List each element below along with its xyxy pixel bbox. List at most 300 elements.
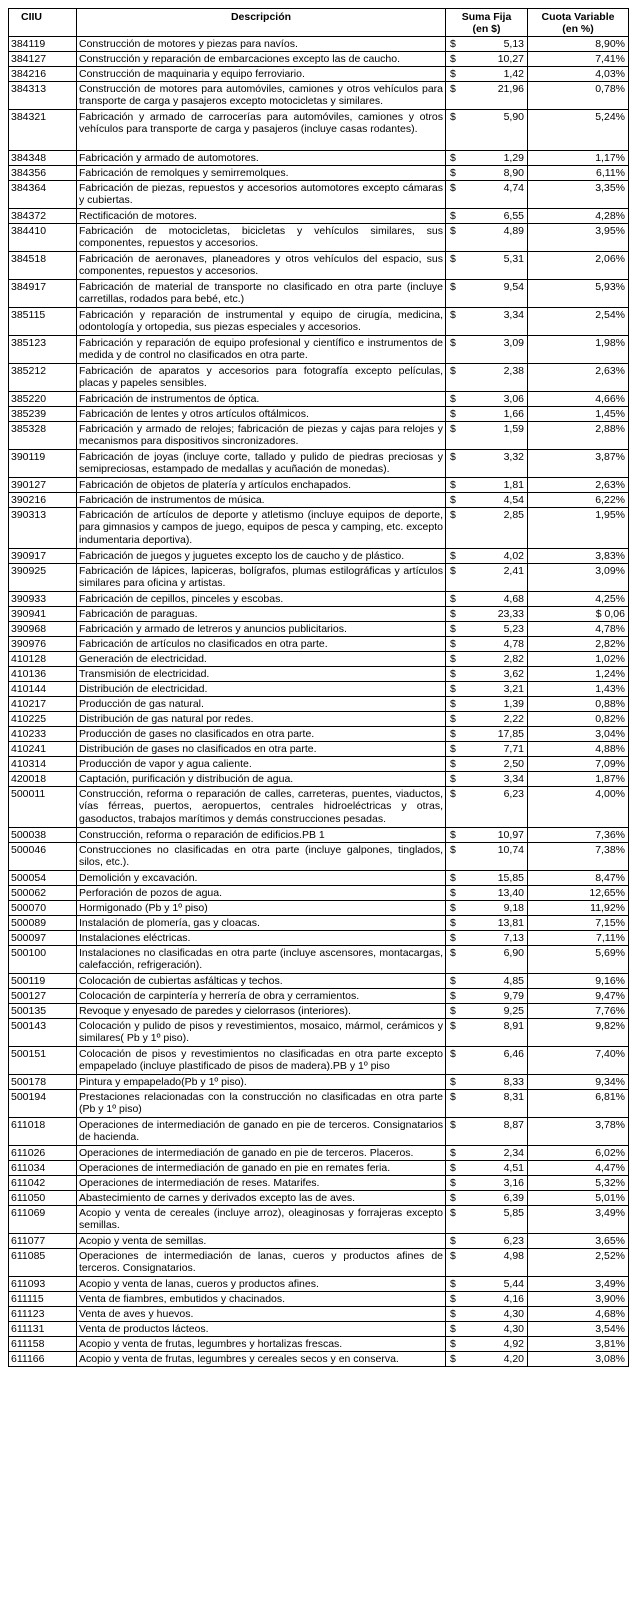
currency-symbol: $ xyxy=(450,1119,456,1131)
ciiu-code: 390941 xyxy=(9,607,77,622)
table-row xyxy=(9,478,629,493)
header-ciiu: CIIU xyxy=(9,9,77,37)
suma-fija-value: 4,92 xyxy=(503,1338,524,1350)
currency-symbol: $ xyxy=(450,38,456,50)
table-row xyxy=(9,772,629,787)
ciiu-code: 410233 xyxy=(9,727,77,742)
suma-fija-cell xyxy=(446,712,528,727)
currency-symbol: $ xyxy=(450,479,456,491)
suma-fija-value: 9,18 xyxy=(503,902,524,914)
activity-description: Hormigonado (Pb y 1º piso) xyxy=(77,901,446,916)
ciiu-code: 611018 xyxy=(9,1118,77,1146)
suma-fija-cell xyxy=(446,1047,528,1075)
activity-description: Distribución de gas natural por redes. xyxy=(77,712,446,727)
suma-fija-value: 1,39 xyxy=(503,698,524,710)
cuota-variable-value: 7,15% xyxy=(528,916,629,931)
tariff-table-container xyxy=(8,8,628,1367)
suma-fija-value: 6,23 xyxy=(503,1235,524,1247)
suma-fija-value: 10,27 xyxy=(497,53,524,65)
ciiu-code: 390216 xyxy=(9,493,77,508)
ciiu-code: 385220 xyxy=(9,392,77,407)
cuota-variable-value: 3,09% xyxy=(528,564,629,592)
table-row xyxy=(9,712,629,727)
currency-symbol: $ xyxy=(450,1293,456,1305)
ciiu-code: 611026 xyxy=(9,1146,77,1161)
currency-symbol: $ xyxy=(450,932,456,944)
ciiu-code: 410128 xyxy=(9,652,77,667)
cuota-variable-value: 5,93% xyxy=(528,280,629,308)
suma-fija-cell xyxy=(446,450,528,478)
cuota-variable-value: 1,02% xyxy=(528,652,629,667)
suma-fija-value: 2,41 xyxy=(503,565,524,577)
cuota-variable-value: 6,11% xyxy=(528,166,629,181)
currency-symbol: $ xyxy=(450,990,456,1002)
currency-symbol: $ xyxy=(450,1278,456,1290)
currency-symbol: $ xyxy=(450,423,456,435)
table-row xyxy=(9,871,629,886)
ciiu-code: 611042 xyxy=(9,1176,77,1191)
suma-fija-cell xyxy=(446,1075,528,1090)
suma-fija-value: 13,81 xyxy=(497,917,524,929)
suma-fija-cell xyxy=(446,1322,528,1337)
suma-fija-value: 5,90 xyxy=(503,111,524,123)
suma-fija-cell xyxy=(446,1234,528,1249)
ciiu-code: 500046 xyxy=(9,843,77,871)
suma-fija-cell xyxy=(446,946,528,974)
suma-fija-cell xyxy=(446,82,528,110)
currency-symbol: $ xyxy=(450,408,456,420)
cuota-variable-value: 2,63% xyxy=(528,364,629,392)
ciiu-code: 385328 xyxy=(9,422,77,450)
table-row xyxy=(9,592,629,607)
table-row xyxy=(9,697,629,712)
suma-fija-cell xyxy=(446,916,528,931)
currency-symbol: $ xyxy=(450,1162,456,1174)
activity-description: Venta de aves y huevos. xyxy=(77,1307,446,1322)
suma-fija-cell xyxy=(446,166,528,181)
ciiu-code: 500011 xyxy=(9,787,77,828)
currency-symbol: $ xyxy=(450,365,456,377)
cuota-variable-value: 3,35% xyxy=(528,181,629,209)
ciiu-code: 390925 xyxy=(9,564,77,592)
currency-symbol: $ xyxy=(450,638,456,650)
ciiu-code: 500100 xyxy=(9,946,77,974)
suma-fija-cell xyxy=(446,37,528,52)
cuota-variable-value: 3,08% xyxy=(528,1352,629,1367)
suma-fija-cell xyxy=(446,1146,528,1161)
cuota-variable-value: 3,83% xyxy=(528,549,629,564)
suma-fija-value: 10,97 xyxy=(497,829,524,841)
suma-fija-value: 23,33 xyxy=(497,608,524,620)
suma-fija-cell xyxy=(446,564,528,592)
suma-fija-cell xyxy=(446,607,528,622)
table-row xyxy=(9,1176,629,1191)
suma-fija-cell xyxy=(446,592,528,607)
suma-fija-cell xyxy=(446,493,528,508)
suma-fija-value: 1,59 xyxy=(503,423,524,435)
suma-fija-value: 8,90 xyxy=(503,167,524,179)
currency-symbol: $ xyxy=(450,872,456,884)
activity-description: Colocación de pisos y revestimientos no clasificadas en otra parte excepto empapelado (incluye plastificado de pisos de madera).PB y 1º piso xyxy=(77,1047,446,1075)
suma-fija-cell xyxy=(446,787,528,828)
cuota-variable-value: 3,87% xyxy=(528,450,629,478)
activity-description: Transmisión de electricidad. xyxy=(77,667,446,682)
table-row xyxy=(9,392,629,407)
ciiu-code: 500194 xyxy=(9,1090,77,1118)
currency-symbol: $ xyxy=(450,509,456,521)
table-row xyxy=(9,209,629,224)
currency-symbol: $ xyxy=(450,1091,456,1103)
currency-symbol: $ xyxy=(450,1338,456,1350)
suma-fija-value: 13,40 xyxy=(497,887,524,899)
cuota-variable-value: 4,28% xyxy=(528,209,629,224)
table-row xyxy=(9,1277,629,1292)
suma-fija-cell xyxy=(446,1307,528,1322)
cuota-variable-value: 0,82% xyxy=(528,712,629,727)
header-suma-unit: (en $) xyxy=(472,23,501,35)
activity-description: Producción de gases no clasificados en otra parte. xyxy=(77,727,446,742)
table-row xyxy=(9,1146,629,1161)
suma-fija-cell xyxy=(446,1292,528,1307)
cuota-variable-value: 1,45% xyxy=(528,407,629,422)
cuota-variable-value: 2,06% xyxy=(528,252,629,280)
activity-description: Fabricación y reparación de equipo profesional y científico e instrumentos de medida y de control no clasificados en otra parte. xyxy=(77,336,446,364)
suma-fija-value: 9,54 xyxy=(503,281,524,293)
ciiu-code: 390933 xyxy=(9,592,77,607)
suma-fija-value: 4,30 xyxy=(503,1323,524,1335)
currency-symbol: $ xyxy=(450,917,456,929)
ciiu-code: 410241 xyxy=(9,742,77,757)
suma-fija-value: 2,22 xyxy=(503,713,524,725)
suma-fija-cell xyxy=(446,1004,528,1019)
suma-fija-cell xyxy=(446,772,528,787)
table-row xyxy=(9,1249,629,1277)
activity-description: Acopio y venta de cereales (incluye arroz), oleaginosas y forrajeras excepto semillas. xyxy=(77,1206,446,1234)
currency-symbol: $ xyxy=(450,337,456,349)
activity-description: Fabricación y armado de automotores. xyxy=(77,151,446,166)
currency-symbol: $ xyxy=(450,111,456,123)
suma-fija-value: 9,79 xyxy=(503,990,524,1002)
currency-symbol: $ xyxy=(450,393,456,405)
currency-symbol: $ xyxy=(450,565,456,577)
activity-description: Acopio y venta de lanas, cueros y productos afines. xyxy=(77,1277,446,1292)
currency-symbol: $ xyxy=(450,225,456,237)
suma-fija-cell xyxy=(446,151,528,166)
ciiu-code: 611115 xyxy=(9,1292,77,1307)
suma-fija-cell xyxy=(446,828,528,843)
suma-fija-value: 1,42 xyxy=(503,68,524,80)
table-row xyxy=(9,886,629,901)
suma-fija-cell xyxy=(446,742,528,757)
activity-description: Fabricación de lentes y otros artículos oftálmicos. xyxy=(77,407,446,422)
currency-symbol: $ xyxy=(450,152,456,164)
suma-fija-value: 9,25 xyxy=(503,1005,524,1017)
activity-description: Fabricación de joyas (incluye corte, tallado y pulido de piedras preciosas y semipreciosas, estampado de medallas y acuñación de monedas). xyxy=(77,450,446,478)
suma-fija-cell xyxy=(446,364,528,392)
ciiu-code: 390119 xyxy=(9,450,77,478)
table-row xyxy=(9,828,629,843)
table-row xyxy=(9,901,629,916)
suma-fija-cell xyxy=(446,110,528,151)
suma-fija-value: 4,51 xyxy=(503,1162,524,1174)
currency-symbol: $ xyxy=(450,844,456,856)
ciiu-code: 500127 xyxy=(9,989,77,1004)
table-row xyxy=(9,1292,629,1307)
table-row xyxy=(9,407,629,422)
table-row xyxy=(9,742,629,757)
currency-symbol: $ xyxy=(450,728,456,740)
table-row xyxy=(9,110,629,151)
suma-fija-value: 6,23 xyxy=(503,788,524,800)
currency-symbol: $ xyxy=(450,1207,456,1219)
currency-symbol: $ xyxy=(450,773,456,785)
currency-symbol: $ xyxy=(450,947,456,959)
cuota-variable-value: 7,41% xyxy=(528,52,629,67)
activity-description: Construcción, reforma o reparación de edificios.PB 1 xyxy=(77,828,446,843)
suma-fija-cell xyxy=(446,931,528,946)
suma-fija-cell xyxy=(446,392,528,407)
currency-symbol: $ xyxy=(450,668,456,680)
suma-fija-value: 1,81 xyxy=(503,479,524,491)
ciiu-code: 385212 xyxy=(9,364,77,392)
table-row xyxy=(9,1019,629,1047)
table-row xyxy=(9,916,629,931)
activity-description: Acopio y venta de semillas. xyxy=(77,1234,446,1249)
suma-fija-cell xyxy=(446,52,528,67)
cuota-variable-value: 5,32% xyxy=(528,1176,629,1191)
activity-description: Distribución de gases no clasificados en otra parte. xyxy=(77,742,446,757)
suma-fija-value: 8,33 xyxy=(503,1076,524,1088)
activity-description: Fabricación de motocicletas, bicicletas y vehículos similares, sus componentes, repuestos y accesorios. xyxy=(77,224,446,252)
activity-description: Fabricación de juegos y juguetes excepto los de caucho y de plástico. xyxy=(77,549,446,564)
suma-fija-cell xyxy=(446,697,528,712)
currency-symbol: $ xyxy=(450,494,456,506)
ciiu-code: 500119 xyxy=(9,974,77,989)
table-row xyxy=(9,931,629,946)
suma-fija-value: 4,85 xyxy=(503,975,524,987)
suma-fija-value: 2,38 xyxy=(503,365,524,377)
suma-fija-value: 5,44 xyxy=(503,1278,524,1290)
suma-fija-cell xyxy=(446,1277,528,1292)
currency-symbol: $ xyxy=(450,83,456,95)
ciiu-code: 500097 xyxy=(9,931,77,946)
suma-fija-cell xyxy=(446,989,528,1004)
table-row xyxy=(9,1322,629,1337)
suma-fija-value: 15,85 xyxy=(497,872,524,884)
cuota-variable-value: 2,63% xyxy=(528,478,629,493)
ciiu-code: 410136 xyxy=(9,667,77,682)
cuota-variable-value: 7,36% xyxy=(528,828,629,843)
table-row xyxy=(9,667,629,682)
activity-description: Rectificación de motores. xyxy=(77,209,446,224)
activity-description: Fabricación de aeronaves, planeadores y otros vehículos del espacio, sus componentes, repuestos y accesorios. xyxy=(77,252,446,280)
cuota-variable-value: 1,43% xyxy=(528,682,629,697)
activity-description: Generación de electricidad. xyxy=(77,652,446,667)
activity-description: Fabricación de artículos de deporte y atletismo (incluye equipos de deporte, para gimnasios y campos de juego, equipos de pesca y camping, etc. excepto indumentaria deportiva). xyxy=(77,508,446,549)
ciiu-code: 385123 xyxy=(9,336,77,364)
table-row xyxy=(9,1118,629,1146)
cuota-variable-value: 12,65% xyxy=(528,886,629,901)
suma-fija-value: 4,98 xyxy=(503,1250,524,1262)
suma-fija-value: 17,85 xyxy=(497,728,524,740)
activity-description: Construcción de motores y piezas para navíos. xyxy=(77,37,446,52)
activity-description: Colocación y pulido de pisos y revestimientos, mosaico, mármol, cerámicos y similares( Pb y 1º piso). xyxy=(77,1019,446,1047)
suma-fija-cell xyxy=(446,1191,528,1206)
activity-description: Captación, purificación y distribución de agua. xyxy=(77,772,446,787)
currency-symbol: $ xyxy=(450,1323,456,1335)
currency-symbol: $ xyxy=(450,210,456,222)
currency-symbol: $ xyxy=(450,623,456,635)
table-row xyxy=(9,493,629,508)
currency-symbol: $ xyxy=(450,902,456,914)
currency-symbol: $ xyxy=(450,743,456,755)
ciiu-code: 384518 xyxy=(9,252,77,280)
suma-fija-value: 8,87 xyxy=(503,1119,524,1131)
activity-description: Fabricación y armado de relojes; fabricación de piezas y cajas para relojes y mecanismos para dispositivos sincronizadores. xyxy=(77,422,446,450)
table-row xyxy=(9,1090,629,1118)
table-row xyxy=(9,224,629,252)
table-row xyxy=(9,151,629,166)
activity-description: Construcción, reforma o reparación de calles, carreteras, puentes, viaductos, vías férreas, puertos, aeropuertos, centrales hidroeléctricas y otras, gasoductos, trabajos marítimos y demás construcciones pesadas. xyxy=(77,787,446,828)
cuota-variable-value: $ 0,06 xyxy=(528,607,629,622)
ciiu-code: 384216 xyxy=(9,67,77,82)
activity-description: Construcción de motores para automóviles, camiones y otros vehículos para transporte de carga y pasajeros excepto motocicletas y similares. xyxy=(77,82,446,110)
activity-description: Instalaciones no clasificadas en otra parte (incluye ascensores, montacargas, calefacción, refrigeración). xyxy=(77,946,446,974)
ciiu-code: 410144 xyxy=(9,682,77,697)
currency-symbol: $ xyxy=(450,1177,456,1189)
currency-symbol: $ xyxy=(450,887,456,899)
ciiu-code: 390976 xyxy=(9,637,77,652)
suma-fija-cell xyxy=(446,622,528,637)
currency-symbol: $ xyxy=(450,53,456,65)
table-row xyxy=(9,336,629,364)
ciiu-code: 384917 xyxy=(9,280,77,308)
table-row xyxy=(9,989,629,1004)
cuota-variable-value: 1,87% xyxy=(528,772,629,787)
suma-fija-value: 8,91 xyxy=(503,1020,524,1032)
suma-fija-value: 5,13 xyxy=(503,38,524,50)
ciiu-code: 500089 xyxy=(9,916,77,931)
cuota-variable-value: 5,69% xyxy=(528,946,629,974)
cuota-variable-value: 3,90% xyxy=(528,1292,629,1307)
suma-fija-value: 3,16 xyxy=(503,1177,524,1189)
cuota-variable-value: 6,02% xyxy=(528,1146,629,1161)
cuota-variable-value: 6,22% xyxy=(528,493,629,508)
header-suma-fija xyxy=(446,9,528,37)
activity-description: Acopio y venta de frutas, legumbres y cereales secos y en conserva. xyxy=(77,1352,446,1367)
table-row xyxy=(9,508,629,549)
cuota-variable-value: 3,54% xyxy=(528,1322,629,1337)
activity-description: Fabricación de material de transporte no clasificado en otra parte (incluye carretillas, rodados para bebé, etc.) xyxy=(77,280,446,308)
suma-fija-cell xyxy=(446,67,528,82)
ciiu-code: 384313 xyxy=(9,82,77,110)
suma-fija-value: 4,89 xyxy=(503,225,524,237)
table-row xyxy=(9,1352,629,1367)
table-row xyxy=(9,622,629,637)
currency-symbol: $ xyxy=(450,451,456,463)
table-row xyxy=(9,252,629,280)
suma-fija-cell xyxy=(446,1161,528,1176)
suma-fija-value: 6,39 xyxy=(503,1192,524,1204)
table-body xyxy=(9,37,629,1367)
ciiu-code: 384372 xyxy=(9,209,77,224)
activity-description: Perforación de pozos de agua. xyxy=(77,886,446,901)
ciiu-code: 390313 xyxy=(9,508,77,549)
currency-symbol: $ xyxy=(450,1353,456,1365)
ciiu-code: 500151 xyxy=(9,1047,77,1075)
activity-description: Producción de vapor y agua caliente. xyxy=(77,757,446,772)
currency-symbol: $ xyxy=(450,829,456,841)
cuota-variable-value: 3,95% xyxy=(528,224,629,252)
suma-fija-value: 3,34 xyxy=(503,309,524,321)
suma-fija-cell xyxy=(446,1118,528,1146)
activity-description: Operaciones de intermediación de lanas, cueros y productos afines de terceros. Consignatarios. xyxy=(77,1249,446,1277)
table-row xyxy=(9,564,629,592)
suma-fija-value: 1,29 xyxy=(503,152,524,164)
currency-symbol: $ xyxy=(450,698,456,710)
activity-description: Acopio y venta de frutas, legumbres y hortalizas frescas. xyxy=(77,1337,446,1352)
activity-description: Fabricación de artículos no clasificados en otra parte. xyxy=(77,637,446,652)
cuota-variable-value: 11,92% xyxy=(528,901,629,916)
cuota-variable-value: 0,78% xyxy=(528,82,629,110)
ciiu-code: 500038 xyxy=(9,828,77,843)
activity-description: Fabricación de lápices, lapiceras, bolígrafos, plumas estilográficas y artículos similares para oficina y artistas. xyxy=(77,564,446,592)
table-row xyxy=(9,637,629,652)
table-row xyxy=(9,67,629,82)
suma-fija-cell xyxy=(446,407,528,422)
table-row xyxy=(9,549,629,564)
ciiu-code: 611077 xyxy=(9,1234,77,1249)
cuota-variable-value: 1,24% xyxy=(528,667,629,682)
table-row xyxy=(9,450,629,478)
suma-fija-value: 2,34 xyxy=(503,1147,524,1159)
table-row xyxy=(9,1161,629,1176)
suma-fija-value: 3,34 xyxy=(503,773,524,785)
currency-symbol: $ xyxy=(450,713,456,725)
cuota-variable-value: 2,82% xyxy=(528,637,629,652)
currency-symbol: $ xyxy=(450,608,456,620)
suma-fija-cell xyxy=(446,478,528,493)
activity-description: Fabricación de aparatos y accesorios para fotografía excepto películas, placas y papeles sensibles. xyxy=(77,364,446,392)
table-row xyxy=(9,280,629,308)
table-row xyxy=(9,364,629,392)
cuota-variable-value: 4,78% xyxy=(528,622,629,637)
suma-fija-cell xyxy=(446,682,528,697)
table-row xyxy=(9,757,629,772)
suma-fija-cell xyxy=(446,224,528,252)
table-row xyxy=(9,1191,629,1206)
activity-description: Operaciones de intermediación de ganado en pie de terceros. Placeros. xyxy=(77,1146,446,1161)
suma-fija-cell xyxy=(446,1337,528,1352)
activity-description: Construcción de maquinaria y equipo ferroviario. xyxy=(77,67,446,82)
activity-description: Abastecimiento de carnes y derivados excepto las de aves. xyxy=(77,1191,446,1206)
suma-fija-cell xyxy=(446,549,528,564)
table-row xyxy=(9,946,629,974)
currency-symbol: $ xyxy=(450,975,456,987)
ciiu-code: 500135 xyxy=(9,1004,77,1019)
currency-symbol: $ xyxy=(450,758,456,770)
suma-fija-value: 7,71 xyxy=(503,743,524,755)
cuota-variable-value: 4,25% xyxy=(528,592,629,607)
ciiu-code: 385239 xyxy=(9,407,77,422)
currency-symbol: $ xyxy=(450,1076,456,1088)
ciiu-code: 611069 xyxy=(9,1206,77,1234)
cuota-variable-value: 2,88% xyxy=(528,422,629,450)
suma-fija-cell xyxy=(446,1206,528,1234)
activity-description: Producción de gas natural. xyxy=(77,697,446,712)
ciiu-code: 384127 xyxy=(9,52,77,67)
table-row xyxy=(9,974,629,989)
